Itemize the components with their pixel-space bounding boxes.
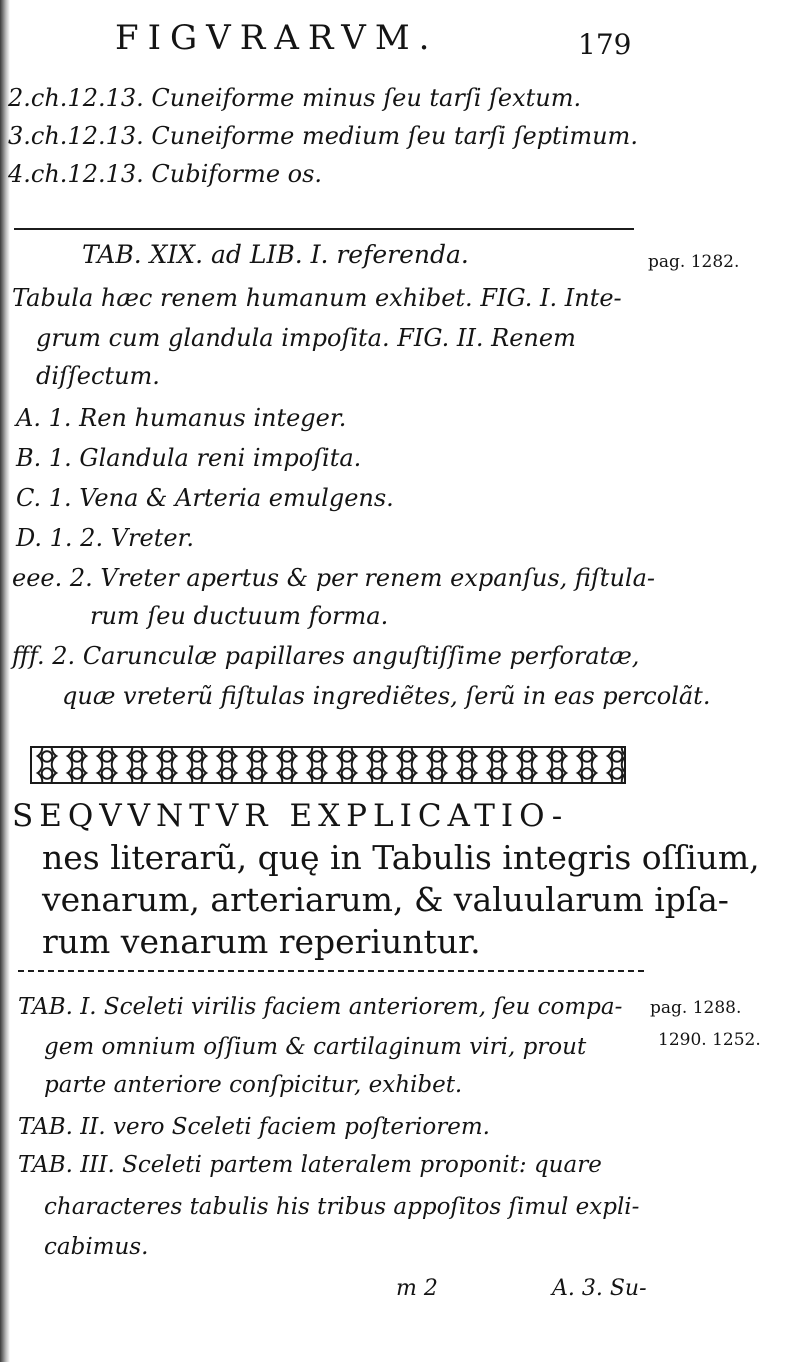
tabs-line: TAB. III. Sceleti partem lateralem proponit: quare (18, 1152, 602, 1178)
tab19-intro-line: grum cum glandula impoſita. FIG. II. Renem (36, 324, 576, 352)
tab19-item: C. 1. Vena & Arteria emulgens. (16, 484, 394, 512)
tab19-item: A. 1. Ren humanus integer. (16, 404, 347, 432)
binding-shadow (0, 0, 10, 1362)
tabs-page-ref: 1290. 1252. (658, 1030, 761, 1050)
catchword: A. 3. Su- (552, 1276, 647, 1301)
page-number: 179 (578, 28, 632, 61)
sequuntur-line: rum venarum reperiuntur. (42, 922, 481, 961)
tab19-item: eee. 2. Vreter apertus & per renem expanſus, fiſtula- (12, 564, 655, 592)
sequuntur-line: SEQVVNTVR EXPLICATIO- (12, 798, 569, 834)
tabs-line: TAB. I. Sceleti virilis faciem anteriorem, ſeu compa- (18, 994, 623, 1020)
tabs-page-ref: pag. 1288. (650, 998, 742, 1018)
tab19-item: quæ vreterũ fiſtulas ingrediẽtes, ſerũ in eas percolãt. (62, 682, 711, 710)
tabs-line: parte anteriore conſpicitur, exhibet. (44, 1072, 463, 1098)
tab19-intro-line: diſſectum. (36, 362, 160, 390)
running-head: FIGVRARVM. (115, 18, 439, 58)
tab19-item: fff. 2. Carunculæ papillares anguſtiſſime perforatæ, (12, 642, 640, 670)
top-list-line: 4.ch.12.13. Cubiforme os. (8, 160, 323, 188)
top-list-line: 2.ch.12.13. Cuneiforme minus ſeu tarſi ſextum. (8, 84, 582, 112)
tabs-line: characteres tabulis his tribus appoſitos ſimul expli- (44, 1194, 640, 1220)
section-rule (14, 228, 634, 230)
tabs-line: TAB. II. vero Sceleti faciem poſteriorem. (18, 1114, 490, 1140)
tab19-item: rum ſeu ductuum forma. (90, 602, 389, 630)
tabs-line: gem omnium oſſium & cartilaginum viri, prout (44, 1034, 587, 1060)
section-rule (18, 970, 644, 972)
ornamental-band (30, 746, 626, 784)
signature-mark: m 2 (396, 1276, 438, 1301)
tab19-heading: TAB. XIX. ad LIB. I. referenda. (82, 240, 469, 269)
tab19-intro-line: Tabula hæc renem humanum exhibet. FIG. I. Inte- (12, 284, 622, 312)
tab19-item: B. 1. Glandula reni impoſita. (16, 444, 362, 472)
tabs-line: cabimus. (44, 1234, 149, 1260)
tab19-page-ref: pag. 1282. (648, 252, 740, 272)
sequuntur-line: nes literarũ, quę in Tabulis integris oſſium, (42, 838, 760, 877)
sequuntur-line: venarum, arteriarum, & valuularum ipſa- (42, 880, 729, 919)
top-list-line: 3.ch.12.13. Cuneiforme medium ſeu tarſi ſeptimum. (8, 122, 638, 150)
tab19-item: D. 1. 2. Vreter. (16, 524, 195, 552)
